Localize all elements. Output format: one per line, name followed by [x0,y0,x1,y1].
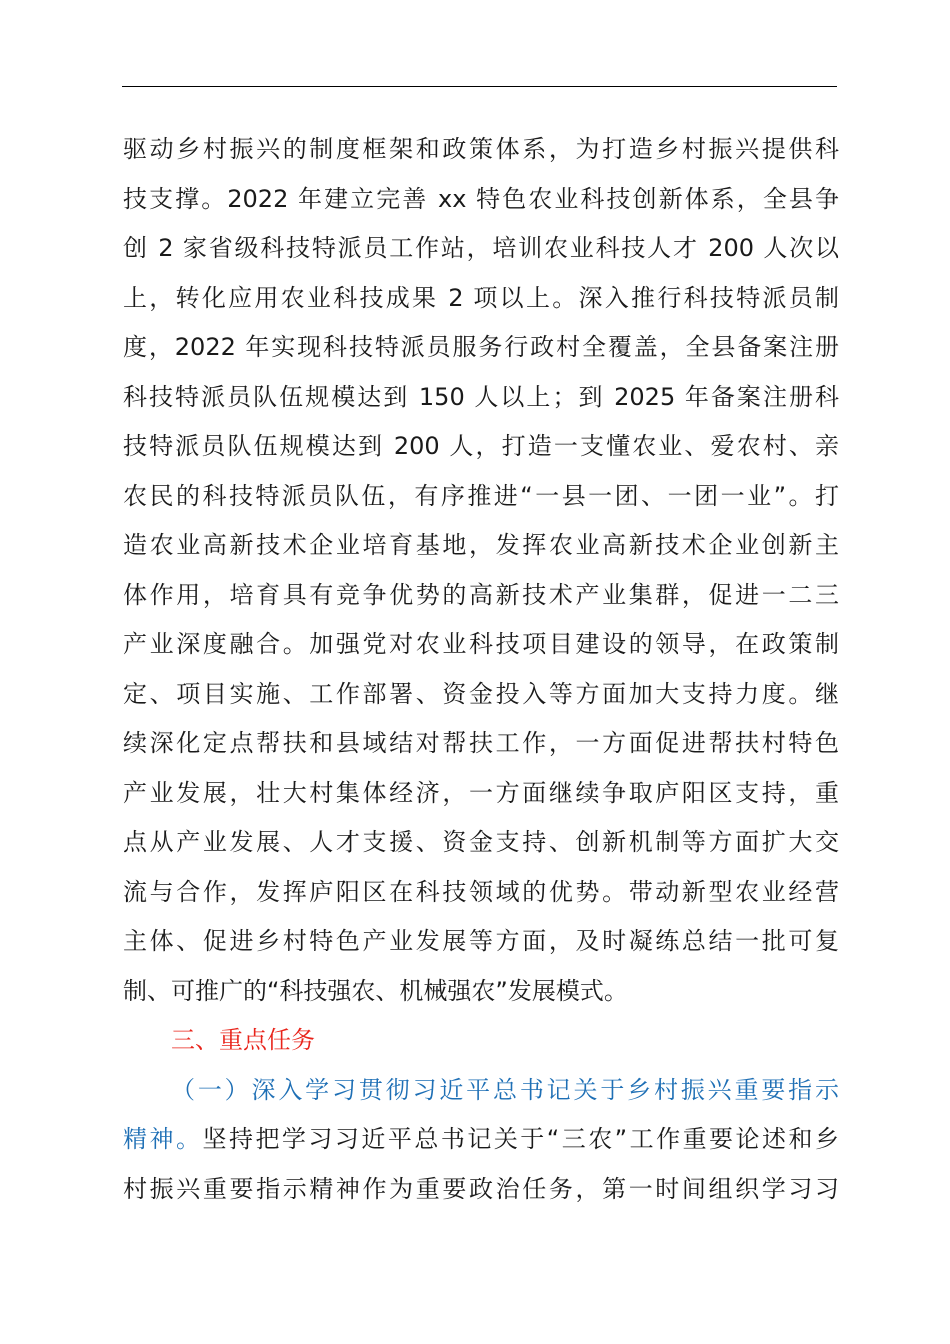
paragraph-line: 创 2 家省级科技特派员工作站，培训农业科技人才 200 人次以 [123,234,839,262]
subheading-tail: 精神。 [123,1125,203,1153]
paragraph-line: 产业发展，壮大村集体经济，一方面继续争取庐阳区支持，重 [123,778,839,807]
paragraph-line: 体作用，培育具有竞争优势的高新技术产业集群，促进一二三 [123,580,839,609]
paragraph-line: 上，转化应用农业科技成果 2 项以上。深入推行科技特派员制 [123,283,839,312]
subheading-line: （一）深入学习贯彻习近平总书记关于乡村振兴重要指示 [171,1075,839,1104]
paragraph-line: 农民的科技特派员队伍，有序推进“一县一团、一团一业”。打 [123,481,839,510]
paragraph-line: 科技特派员队伍规模达到 150 人以上；到 2025 年备案注册科 [123,382,839,411]
body-text-after-subheading: 坚持把学习习近平总书记关于“三农”工作重要论述和乡 [202,1125,840,1153]
subheading-continuation-line [123,1115,839,1165]
paragraph-line: 定、项目实施、工作部署、资金投入等方面加大支持力度。继 [123,679,839,708]
paragraph-line: 主体、促进乡村特色产业发展等方面，及时凝练总结一批可复 [123,927,839,955]
paragraph-line: 技支撑。2022 年建立完善 xx 特色农业科技创新体系，全县争 [123,184,839,213]
paragraph-line: 流与合作，发挥庐阳区在科技领域的优势。带动新型农业经营 [123,877,839,906]
paragraph-line: 制、可推广的“科技强农、机械强农”发展模式。 [123,976,628,1005]
paragraph-line: 点从产业发展、人才支援、资金支持、创新机制等方面扩大交 [123,828,839,856]
paragraph-line: 驱动乡村振兴的制度框架和政策体系，为打造乡村振兴提供科 [123,135,839,163]
paragraph-line: 造农业高新技术企业培育基地，发挥农业高新技术企业创新主 [123,531,839,559]
section-heading: 三、重点任务 [171,1026,315,1054]
header-rule [122,86,837,87]
paragraph-line: 产业深度融合。加强党对农业科技项目建设的领导，在政策制 [123,630,839,658]
paragraph-line: 村振兴重要指示精神作为重要政治任务，第一时间组织学习习 [123,1174,839,1203]
paragraph-line: 续深化定点帮扶和县域结对帮扶工作，一方面促进帮扶村特色 [123,729,839,757]
document-body [123,125,839,1214]
paragraph-line: 技特派员队伍规模达到 200 人，打造一支懂农业、爱农村、亲 [123,432,839,460]
paragraph-line: 度，2022 年实现科技特派员服务行政村全覆盖，全县备案注册 [123,333,839,361]
